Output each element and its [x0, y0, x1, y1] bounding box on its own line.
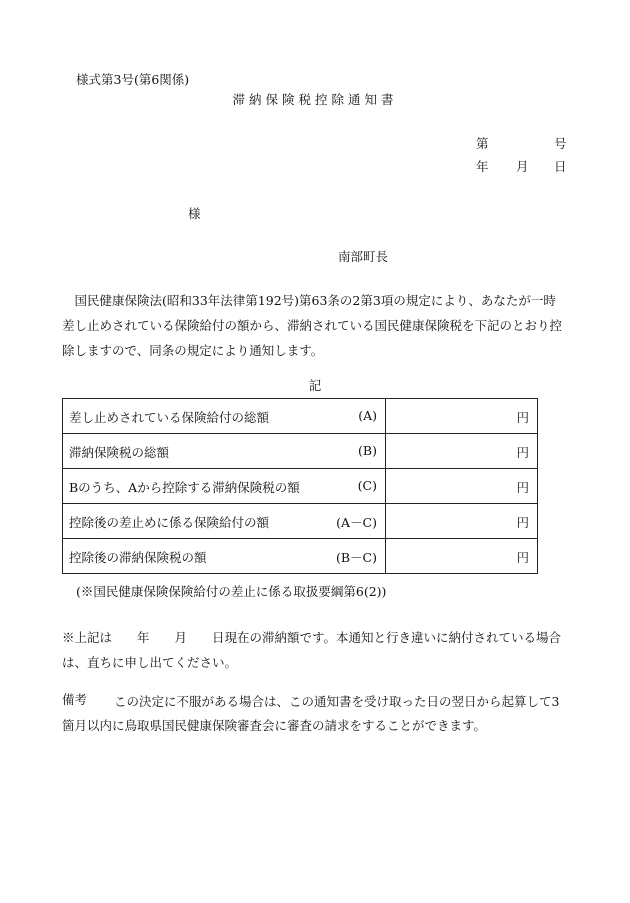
sender-name: 南部町長: [338, 249, 389, 264]
amount-field[interactable]: [386, 504, 538, 539]
table-row: [63, 434, 538, 469]
row-label: 差し止めされている保険給付の総額: [69, 410, 270, 425]
row-label-cell: [63, 469, 386, 504]
document-title: 滞納保険税控除通知書: [232, 92, 398, 107]
yen-unit: 円: [516, 480, 529, 495]
yen-unit: 円: [516, 515, 529, 530]
record-heading: 記: [308, 378, 322, 393]
row-label: 控除後の滞納保険税の額: [69, 550, 207, 565]
recipient-honorific: 様: [188, 206, 201, 221]
table-row: [63, 504, 538, 539]
date-month: 月: [516, 159, 529, 174]
remarks-text: この決定に不服がある場合は、この通知書を受け取った日の翌日から起算して3箇月以内に鳥取県国民健康保険審査会に審査の請求をすることができます。: [62, 694, 560, 733]
row-code: (A－C): [336, 515, 377, 530]
row-label: 控除後の差止めに係る保険給付の額: [69, 515, 270, 530]
yen-unit: 円: [516, 550, 529, 565]
amount-field[interactable]: [386, 469, 538, 504]
form-number: 様式第3号(第6関係): [76, 72, 190, 87]
reference-note: (※国民健康保険保険給付の差止に係る取扱要綱第6(2)): [76, 584, 387, 599]
remarks-heading: 備考: [62, 692, 88, 707]
row-code: (B－C): [335, 550, 377, 565]
row-label-cell: [63, 504, 386, 539]
body-paragraph: 国民健康保険法(昭和33年法律第192号)第63条の2第3項の規定により、あなたが一時差し止めされている保険給付の額から、滞納されている国民健康保険税を下記のとおり控除しますので、同条の規定により通知します。: [62, 293, 563, 358]
row-code: (B): [358, 443, 377, 458]
yen-unit: 円: [516, 445, 529, 460]
row-label-cell: [63, 539, 386, 574]
notice-text: ※上記は 年 月 日現在の滞納額です。本通知と行き違いに納付されている場合は、直ちに申し出てください。: [62, 630, 562, 670]
date-day: 日: [554, 159, 567, 174]
deduction-table: [62, 398, 538, 574]
row-label-cell: [63, 434, 386, 469]
row-label: 滞納保険税の総額: [69, 445, 170, 460]
row-label-cell: [63, 399, 386, 434]
yen-unit: 円: [516, 410, 529, 425]
number-prefix: 第: [476, 136, 489, 151]
amount-field[interactable]: [386, 434, 538, 469]
amount-field[interactable]: [386, 539, 538, 574]
table-row: [63, 399, 538, 434]
row-label: Bのうち、Aから控除する滞納保険税の額: [69, 480, 300, 495]
date-year: 年: [476, 159, 489, 174]
row-code: (C): [357, 478, 377, 493]
table-row: [63, 469, 538, 504]
amount-field[interactable]: [386, 399, 538, 434]
table-row: [63, 539, 538, 574]
number-suffix: 号: [554, 136, 567, 151]
row-code: (A): [358, 408, 377, 423]
